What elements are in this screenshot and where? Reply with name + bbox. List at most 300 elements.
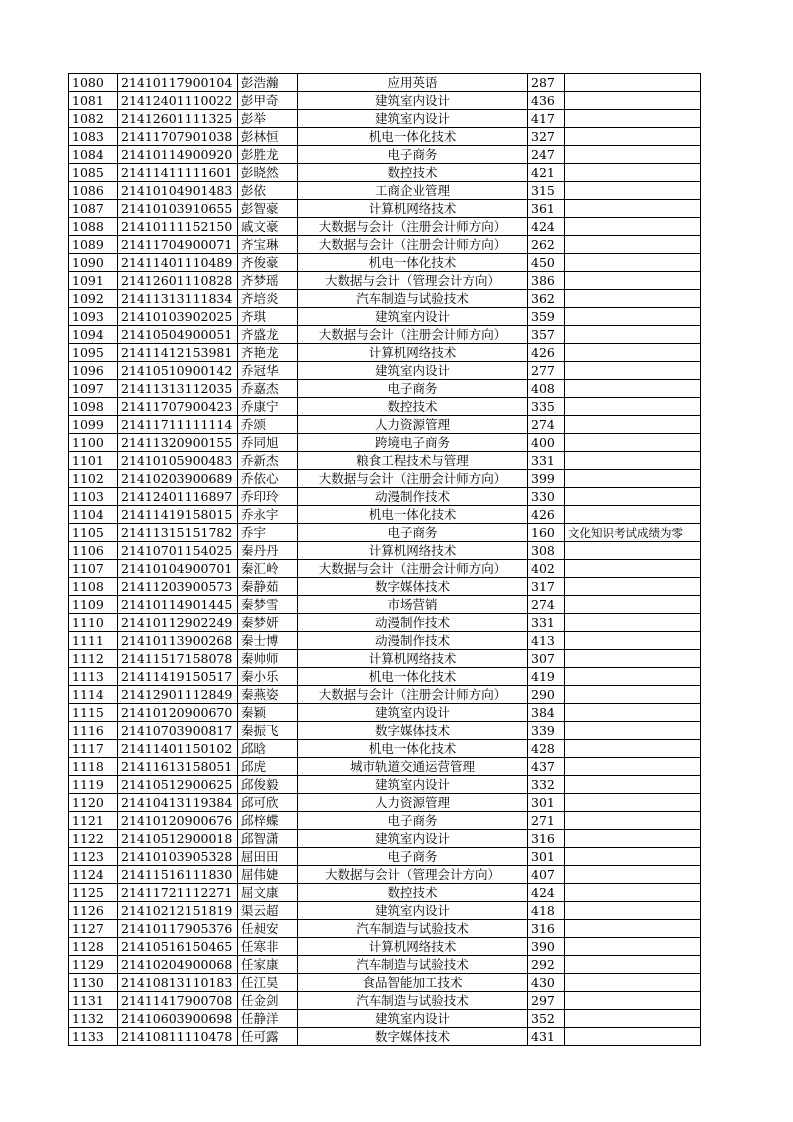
row-seq-cell: 1085 — [69, 164, 118, 182]
row-note-cell — [565, 542, 701, 560]
row-seq-cell: 1117 — [69, 740, 118, 758]
row-major-cell: 数控技术 — [298, 884, 528, 902]
row-note-cell: 文化知识考试成绩为零 — [565, 524, 701, 542]
row-seq-cell: 1122 — [69, 830, 118, 848]
row-score-cell: 331 — [528, 614, 565, 632]
row-score-cell: 308 — [528, 542, 565, 560]
row-note-cell — [565, 632, 701, 650]
row-name-cell: 乔冠华 — [238, 362, 298, 380]
table-row — [69, 902, 701, 920]
row-major-cell: 数字媒体技术 — [298, 1028, 528, 1046]
row-score-cell: 332 — [528, 776, 565, 794]
row-note-cell — [565, 938, 701, 956]
row-major-cell: 电子商务 — [298, 146, 528, 164]
table-row — [69, 236, 701, 254]
table-row — [69, 506, 701, 524]
row-seq-cell: 1081 — [69, 92, 118, 110]
row-name-cell: 齐琪 — [238, 308, 298, 326]
row-score-cell: 402 — [528, 560, 565, 578]
row-name-cell: 渠云超 — [238, 902, 298, 920]
row-note-cell — [565, 650, 701, 668]
row-major-cell: 数控技术 — [298, 398, 528, 416]
row-seq-cell: 1087 — [69, 200, 118, 218]
row-major-cell: 大数据与会计（管理会计方向） — [298, 866, 528, 884]
row-name-cell: 乔新杰 — [238, 452, 298, 470]
row-seq-cell: 1102 — [69, 470, 118, 488]
row-score-cell: 274 — [528, 416, 565, 434]
row-major-cell: 机电一体化技术 — [298, 128, 528, 146]
row-name-cell: 秦汇岭 — [238, 560, 298, 578]
row-exam-id-cell: 21410112902249 — [118, 614, 238, 632]
row-exam-id-cell: 21411417900708 — [118, 992, 238, 1010]
row-score-cell: 277 — [528, 362, 565, 380]
row-name-cell: 乔同旭 — [238, 434, 298, 452]
row-name-cell: 秦帅师 — [238, 650, 298, 668]
row-seq-cell: 1101 — [69, 452, 118, 470]
row-name-cell: 乔依心 — [238, 470, 298, 488]
row-score-cell: 330 — [528, 488, 565, 506]
row-major-cell: 食品智能加工技术 — [298, 974, 528, 992]
row-note-cell — [565, 254, 701, 272]
row-name-cell: 乔康宁 — [238, 398, 298, 416]
row-name-cell: 彭胜龙 — [238, 146, 298, 164]
row-exam-id-cell: 21410811110478 — [118, 1028, 238, 1046]
row-note-cell — [565, 236, 701, 254]
row-name-cell: 任昶安 — [238, 920, 298, 938]
row-note-cell — [565, 686, 701, 704]
row-major-cell: 计算机网络技术 — [298, 542, 528, 560]
table-row — [69, 668, 701, 686]
table-row — [69, 974, 701, 992]
row-exam-id-cell: 21412401110022 — [118, 92, 238, 110]
row-score-cell: 450 — [528, 254, 565, 272]
row-seq-cell: 1107 — [69, 560, 118, 578]
row-major-cell: 大数据与会计（注册会计师方向） — [298, 326, 528, 344]
row-major-cell: 数控技术 — [298, 164, 528, 182]
row-exam-id-cell: 21410603900698 — [118, 1010, 238, 1028]
row-seq-cell: 1093 — [69, 308, 118, 326]
row-note-cell — [565, 362, 701, 380]
row-seq-cell: 1118 — [69, 758, 118, 776]
row-exam-id-cell: 21410204900068 — [118, 956, 238, 974]
row-score-cell: 428 — [528, 740, 565, 758]
row-major-cell: 应用英语 — [298, 74, 528, 92]
row-note-cell — [565, 110, 701, 128]
row-score-cell: 361 — [528, 200, 565, 218]
row-seq-cell: 1086 — [69, 182, 118, 200]
row-score-cell: 287 — [528, 74, 565, 92]
row-note-cell — [565, 164, 701, 182]
table-row — [69, 578, 701, 596]
row-major-cell: 数字媒体技术 — [298, 722, 528, 740]
row-score-cell: 424 — [528, 884, 565, 902]
table-row — [69, 362, 701, 380]
row-note-cell — [565, 128, 701, 146]
row-score-cell: 408 — [528, 380, 565, 398]
row-note-cell — [565, 1010, 701, 1028]
row-seq-cell: 1112 — [69, 650, 118, 668]
row-seq-cell: 1088 — [69, 218, 118, 236]
row-exam-id-cell: 21411517158078 — [118, 650, 238, 668]
row-score-cell: 413 — [528, 632, 565, 650]
row-score-cell: 316 — [528, 920, 565, 938]
row-name-cell: 秦小乐 — [238, 668, 298, 686]
row-name-cell: 彭智豪 — [238, 200, 298, 218]
table-row — [69, 200, 701, 218]
row-exam-id-cell: 21411411111601 — [118, 164, 238, 182]
row-major-cell: 建筑室内设计 — [298, 902, 528, 920]
table-row — [69, 812, 701, 830]
row-seq-cell: 1133 — [69, 1028, 118, 1046]
row-exam-id-cell: 21412601111325 — [118, 110, 238, 128]
row-exam-id-cell: 21410516150465 — [118, 938, 238, 956]
row-exam-id-cell: 21410114900920 — [118, 146, 238, 164]
table-row — [69, 182, 701, 200]
row-name-cell: 秦静茹 — [238, 578, 298, 596]
row-seq-cell: 1130 — [69, 974, 118, 992]
row-name-cell: 秦梦雪 — [238, 596, 298, 614]
row-major-cell: 汽车制造与试验技术 — [298, 290, 528, 308]
row-exam-id-cell: 21412901112849 — [118, 686, 238, 704]
row-major-cell: 大数据与会计（注册会计师方向） — [298, 560, 528, 578]
row-score-cell: 357 — [528, 326, 565, 344]
table-row — [69, 956, 701, 974]
row-name-cell: 邱晗 — [238, 740, 298, 758]
table-row — [69, 218, 701, 236]
row-score-cell: 386 — [528, 272, 565, 290]
row-seq-cell: 1126 — [69, 902, 118, 920]
row-exam-id-cell: 21410504900051 — [118, 326, 238, 344]
row-major-cell: 人力资源管理 — [298, 794, 528, 812]
row-note-cell — [565, 434, 701, 452]
row-note-cell — [565, 812, 701, 830]
row-major-cell: 机电一体化技术 — [298, 506, 528, 524]
row-exam-id-cell: 21411315151782 — [118, 524, 238, 542]
row-major-cell: 汽车制造与试验技术 — [298, 920, 528, 938]
row-note-cell — [565, 218, 701, 236]
table-row — [69, 992, 701, 1010]
table-row — [69, 254, 701, 272]
table-row — [69, 164, 701, 182]
row-major-cell: 汽车制造与试验技术 — [298, 956, 528, 974]
table-row — [69, 650, 701, 668]
row-score-cell: 430 — [528, 974, 565, 992]
row-seq-cell: 1080 — [69, 74, 118, 92]
row-seq-cell: 1083 — [69, 128, 118, 146]
row-exam-id-cell: 21411707900423 — [118, 398, 238, 416]
table-row — [69, 524, 701, 542]
row-name-cell: 屈田田 — [238, 848, 298, 866]
row-exam-id-cell: 21411516111830 — [118, 866, 238, 884]
row-exam-id-cell: 21411419150517 — [118, 668, 238, 686]
table-body — [69, 74, 701, 1046]
row-score-cell: 431 — [528, 1028, 565, 1046]
row-major-cell: 计算机网络技术 — [298, 200, 528, 218]
row-name-cell: 齐培炎 — [238, 290, 298, 308]
row-exam-id-cell: 21410120900670 — [118, 704, 238, 722]
row-seq-cell: 1110 — [69, 614, 118, 632]
row-exam-id-cell: 21411401150102 — [118, 740, 238, 758]
row-exam-id-cell: 21411704900071 — [118, 236, 238, 254]
row-major-cell: 机电一体化技术 — [298, 254, 528, 272]
row-major-cell: 建筑室内设计 — [298, 1010, 528, 1028]
row-exam-id-cell: 21410701154025 — [118, 542, 238, 560]
row-seq-cell: 1115 — [69, 704, 118, 722]
row-score-cell: 271 — [528, 812, 565, 830]
row-score-cell: 247 — [528, 146, 565, 164]
row-note-cell — [565, 974, 701, 992]
row-score-cell: 301 — [528, 794, 565, 812]
row-exam-id-cell: 21410113900268 — [118, 632, 238, 650]
row-major-cell: 大数据与会计（管理会计方向） — [298, 272, 528, 290]
table-row — [69, 740, 701, 758]
row-note-cell — [565, 578, 701, 596]
row-name-cell: 齐盛龙 — [238, 326, 298, 344]
row-name-cell: 戚文豪 — [238, 218, 298, 236]
row-major-cell: 计算机网络技术 — [298, 650, 528, 668]
row-note-cell — [565, 506, 701, 524]
row-name-cell: 秦梦妍 — [238, 614, 298, 632]
row-note-cell — [565, 290, 701, 308]
row-name-cell: 邱梓蝶 — [238, 812, 298, 830]
row-note-cell — [565, 344, 701, 362]
row-seq-cell: 1129 — [69, 956, 118, 974]
row-exam-id-cell: 21410212151819 — [118, 902, 238, 920]
table-row — [69, 776, 701, 794]
row-score-cell: 160 — [528, 524, 565, 542]
table-row — [69, 722, 701, 740]
row-note-cell — [565, 740, 701, 758]
row-score-cell: 352 — [528, 1010, 565, 1028]
row-note-cell — [565, 380, 701, 398]
row-note-cell — [565, 74, 701, 92]
row-name-cell: 齐艳龙 — [238, 344, 298, 362]
row-note-cell — [565, 326, 701, 344]
row-major-cell: 机电一体化技术 — [298, 668, 528, 686]
row-seq-cell: 1111 — [69, 632, 118, 650]
row-major-cell: 建筑室内设计 — [298, 362, 528, 380]
row-note-cell — [565, 668, 701, 686]
row-exam-id-cell: 21410413119384 — [118, 794, 238, 812]
table-row — [69, 272, 701, 290]
row-score-cell: 426 — [528, 344, 565, 362]
row-score-cell: 407 — [528, 866, 565, 884]
row-name-cell: 任寒非 — [238, 938, 298, 956]
table-row — [69, 758, 701, 776]
row-name-cell: 乔颂 — [238, 416, 298, 434]
row-note-cell — [565, 92, 701, 110]
row-seq-cell: 1094 — [69, 326, 118, 344]
row-exam-id-cell: 21410510900142 — [118, 362, 238, 380]
row-exam-id-cell: 21410114901445 — [118, 596, 238, 614]
row-seq-cell: 1104 — [69, 506, 118, 524]
row-score-cell: 400 — [528, 434, 565, 452]
row-note-cell — [565, 488, 701, 506]
row-exam-id-cell: 21410117900104 — [118, 74, 238, 92]
row-exam-id-cell: 21410105900483 — [118, 452, 238, 470]
row-seq-cell: 1128 — [69, 938, 118, 956]
row-exam-id-cell: 21412601110828 — [118, 272, 238, 290]
row-seq-cell: 1097 — [69, 380, 118, 398]
row-name-cell: 齐宝琳 — [238, 236, 298, 254]
row-name-cell: 彭依 — [238, 182, 298, 200]
row-note-cell — [565, 920, 701, 938]
row-exam-id-cell: 21411707901038 — [118, 128, 238, 146]
row-exam-id-cell: 21410512900625 — [118, 776, 238, 794]
row-major-cell: 城市轨道交通运营管理 — [298, 758, 528, 776]
row-name-cell: 彭林恒 — [238, 128, 298, 146]
row-note-cell — [565, 398, 701, 416]
row-score-cell: 436 — [528, 92, 565, 110]
table-row — [69, 830, 701, 848]
row-seq-cell: 1132 — [69, 1010, 118, 1028]
row-major-cell: 数字媒体技术 — [298, 578, 528, 596]
row-major-cell: 大数据与会计（注册会计师方向） — [298, 218, 528, 236]
row-name-cell: 屈伟婕 — [238, 866, 298, 884]
row-exam-id-cell: 21410512900018 — [118, 830, 238, 848]
table-row — [69, 794, 701, 812]
row-score-cell: 359 — [528, 308, 565, 326]
row-note-cell — [565, 308, 701, 326]
row-seq-cell: 1121 — [69, 812, 118, 830]
row-seq-cell: 1108 — [69, 578, 118, 596]
table-row — [69, 542, 701, 560]
row-major-cell: 动漫制作技术 — [298, 488, 528, 506]
row-score-cell: 301 — [528, 848, 565, 866]
row-note-cell — [565, 272, 701, 290]
row-note-cell — [565, 146, 701, 164]
row-name-cell: 邱智潇 — [238, 830, 298, 848]
row-major-cell: 电子商务 — [298, 812, 528, 830]
row-major-cell: 汽车制造与试验技术 — [298, 992, 528, 1010]
row-name-cell: 彭晓然 — [238, 164, 298, 182]
row-score-cell: 274 — [528, 596, 565, 614]
row-score-cell: 339 — [528, 722, 565, 740]
row-name-cell: 任家康 — [238, 956, 298, 974]
row-name-cell: 任江昊 — [238, 974, 298, 992]
row-seq-cell: 1124 — [69, 866, 118, 884]
row-major-cell: 动漫制作技术 — [298, 632, 528, 650]
row-note-cell — [565, 704, 701, 722]
row-major-cell: 电子商务 — [298, 524, 528, 542]
row-major-cell: 跨境电子商务 — [298, 434, 528, 452]
row-major-cell: 建筑室内设计 — [298, 830, 528, 848]
row-major-cell: 动漫制作技术 — [298, 614, 528, 632]
row-major-cell: 建筑室内设计 — [298, 704, 528, 722]
row-seq-cell: 1103 — [69, 488, 118, 506]
row-major-cell: 机电一体化技术 — [298, 740, 528, 758]
row-name-cell: 邱可欣 — [238, 794, 298, 812]
row-seq-cell: 1113 — [69, 668, 118, 686]
row-exam-id-cell: 21411313111834 — [118, 290, 238, 308]
row-major-cell: 计算机网络技术 — [298, 344, 528, 362]
row-seq-cell: 1096 — [69, 362, 118, 380]
row-name-cell: 邱虎 — [238, 758, 298, 776]
row-seq-cell: 1119 — [69, 776, 118, 794]
row-score-cell: 315 — [528, 182, 565, 200]
row-note-cell — [565, 560, 701, 578]
table-row — [69, 326, 701, 344]
row-name-cell: 秦丹丹 — [238, 542, 298, 560]
table-row — [69, 596, 701, 614]
row-major-cell: 大数据与会计（注册会计师方向） — [298, 686, 528, 704]
row-seq-cell: 1106 — [69, 542, 118, 560]
table-row — [69, 434, 701, 452]
row-note-cell — [565, 992, 701, 1010]
table-row — [69, 452, 701, 470]
row-major-cell: 粮食工程技术与管理 — [298, 452, 528, 470]
row-exam-id-cell: 21411419158015 — [118, 506, 238, 524]
row-name-cell: 邱俊毅 — [238, 776, 298, 794]
row-score-cell: 335 — [528, 398, 565, 416]
admission-score-table — [68, 73, 701, 1046]
table-row — [69, 866, 701, 884]
row-note-cell — [565, 722, 701, 740]
row-score-cell: 317 — [528, 578, 565, 596]
table-row — [69, 110, 701, 128]
row-major-cell: 工商企业管理 — [298, 182, 528, 200]
row-seq-cell: 1123 — [69, 848, 118, 866]
row-score-cell: 426 — [528, 506, 565, 524]
row-note-cell — [565, 200, 701, 218]
table-row — [69, 614, 701, 632]
row-note-cell — [565, 1028, 701, 1046]
table-row — [69, 92, 701, 110]
row-exam-id-cell: 21410120900676 — [118, 812, 238, 830]
row-major-cell: 市场营销 — [298, 596, 528, 614]
row-score-cell: 424 — [528, 218, 565, 236]
table-row — [69, 920, 701, 938]
table-row — [69, 128, 701, 146]
table-row — [69, 884, 701, 902]
row-name-cell: 秦振飞 — [238, 722, 298, 740]
table-row — [69, 344, 701, 362]
row-seq-cell: 1089 — [69, 236, 118, 254]
row-seq-cell: 1099 — [69, 416, 118, 434]
row-seq-cell: 1100 — [69, 434, 118, 452]
row-major-cell: 建筑室内设计 — [298, 776, 528, 794]
row-score-cell: 327 — [528, 128, 565, 146]
row-exam-id-cell: 21411721112271 — [118, 884, 238, 902]
row-seq-cell: 1125 — [69, 884, 118, 902]
row-name-cell: 屈文康 — [238, 884, 298, 902]
table-row — [69, 470, 701, 488]
row-note-cell — [565, 470, 701, 488]
row-exam-id-cell: 21410117905376 — [118, 920, 238, 938]
table-row — [69, 848, 701, 866]
row-major-cell: 电子商务 — [298, 380, 528, 398]
row-major-cell: 建筑室内设计 — [298, 308, 528, 326]
row-exam-id-cell: 21411613158051 — [118, 758, 238, 776]
row-exam-id-cell: 21411320900155 — [118, 434, 238, 452]
row-name-cell: 乔印玲 — [238, 488, 298, 506]
row-score-cell: 331 — [528, 452, 565, 470]
row-name-cell: 彭浩瀚 — [238, 74, 298, 92]
table-row — [69, 308, 701, 326]
row-name-cell: 齐俊豪 — [238, 254, 298, 272]
row-major-cell: 大数据与会计（注册会计师方向） — [298, 236, 528, 254]
table-row — [69, 380, 701, 398]
row-seq-cell: 1127 — [69, 920, 118, 938]
row-seq-cell: 1095 — [69, 344, 118, 362]
row-exam-id-cell: 21410103910655 — [118, 200, 238, 218]
row-name-cell: 彭举 — [238, 110, 298, 128]
row-seq-cell: 1131 — [69, 992, 118, 1010]
row-note-cell — [565, 452, 701, 470]
row-exam-id-cell: 21411412153981 — [118, 344, 238, 362]
table-row — [69, 1028, 701, 1046]
row-note-cell — [565, 794, 701, 812]
